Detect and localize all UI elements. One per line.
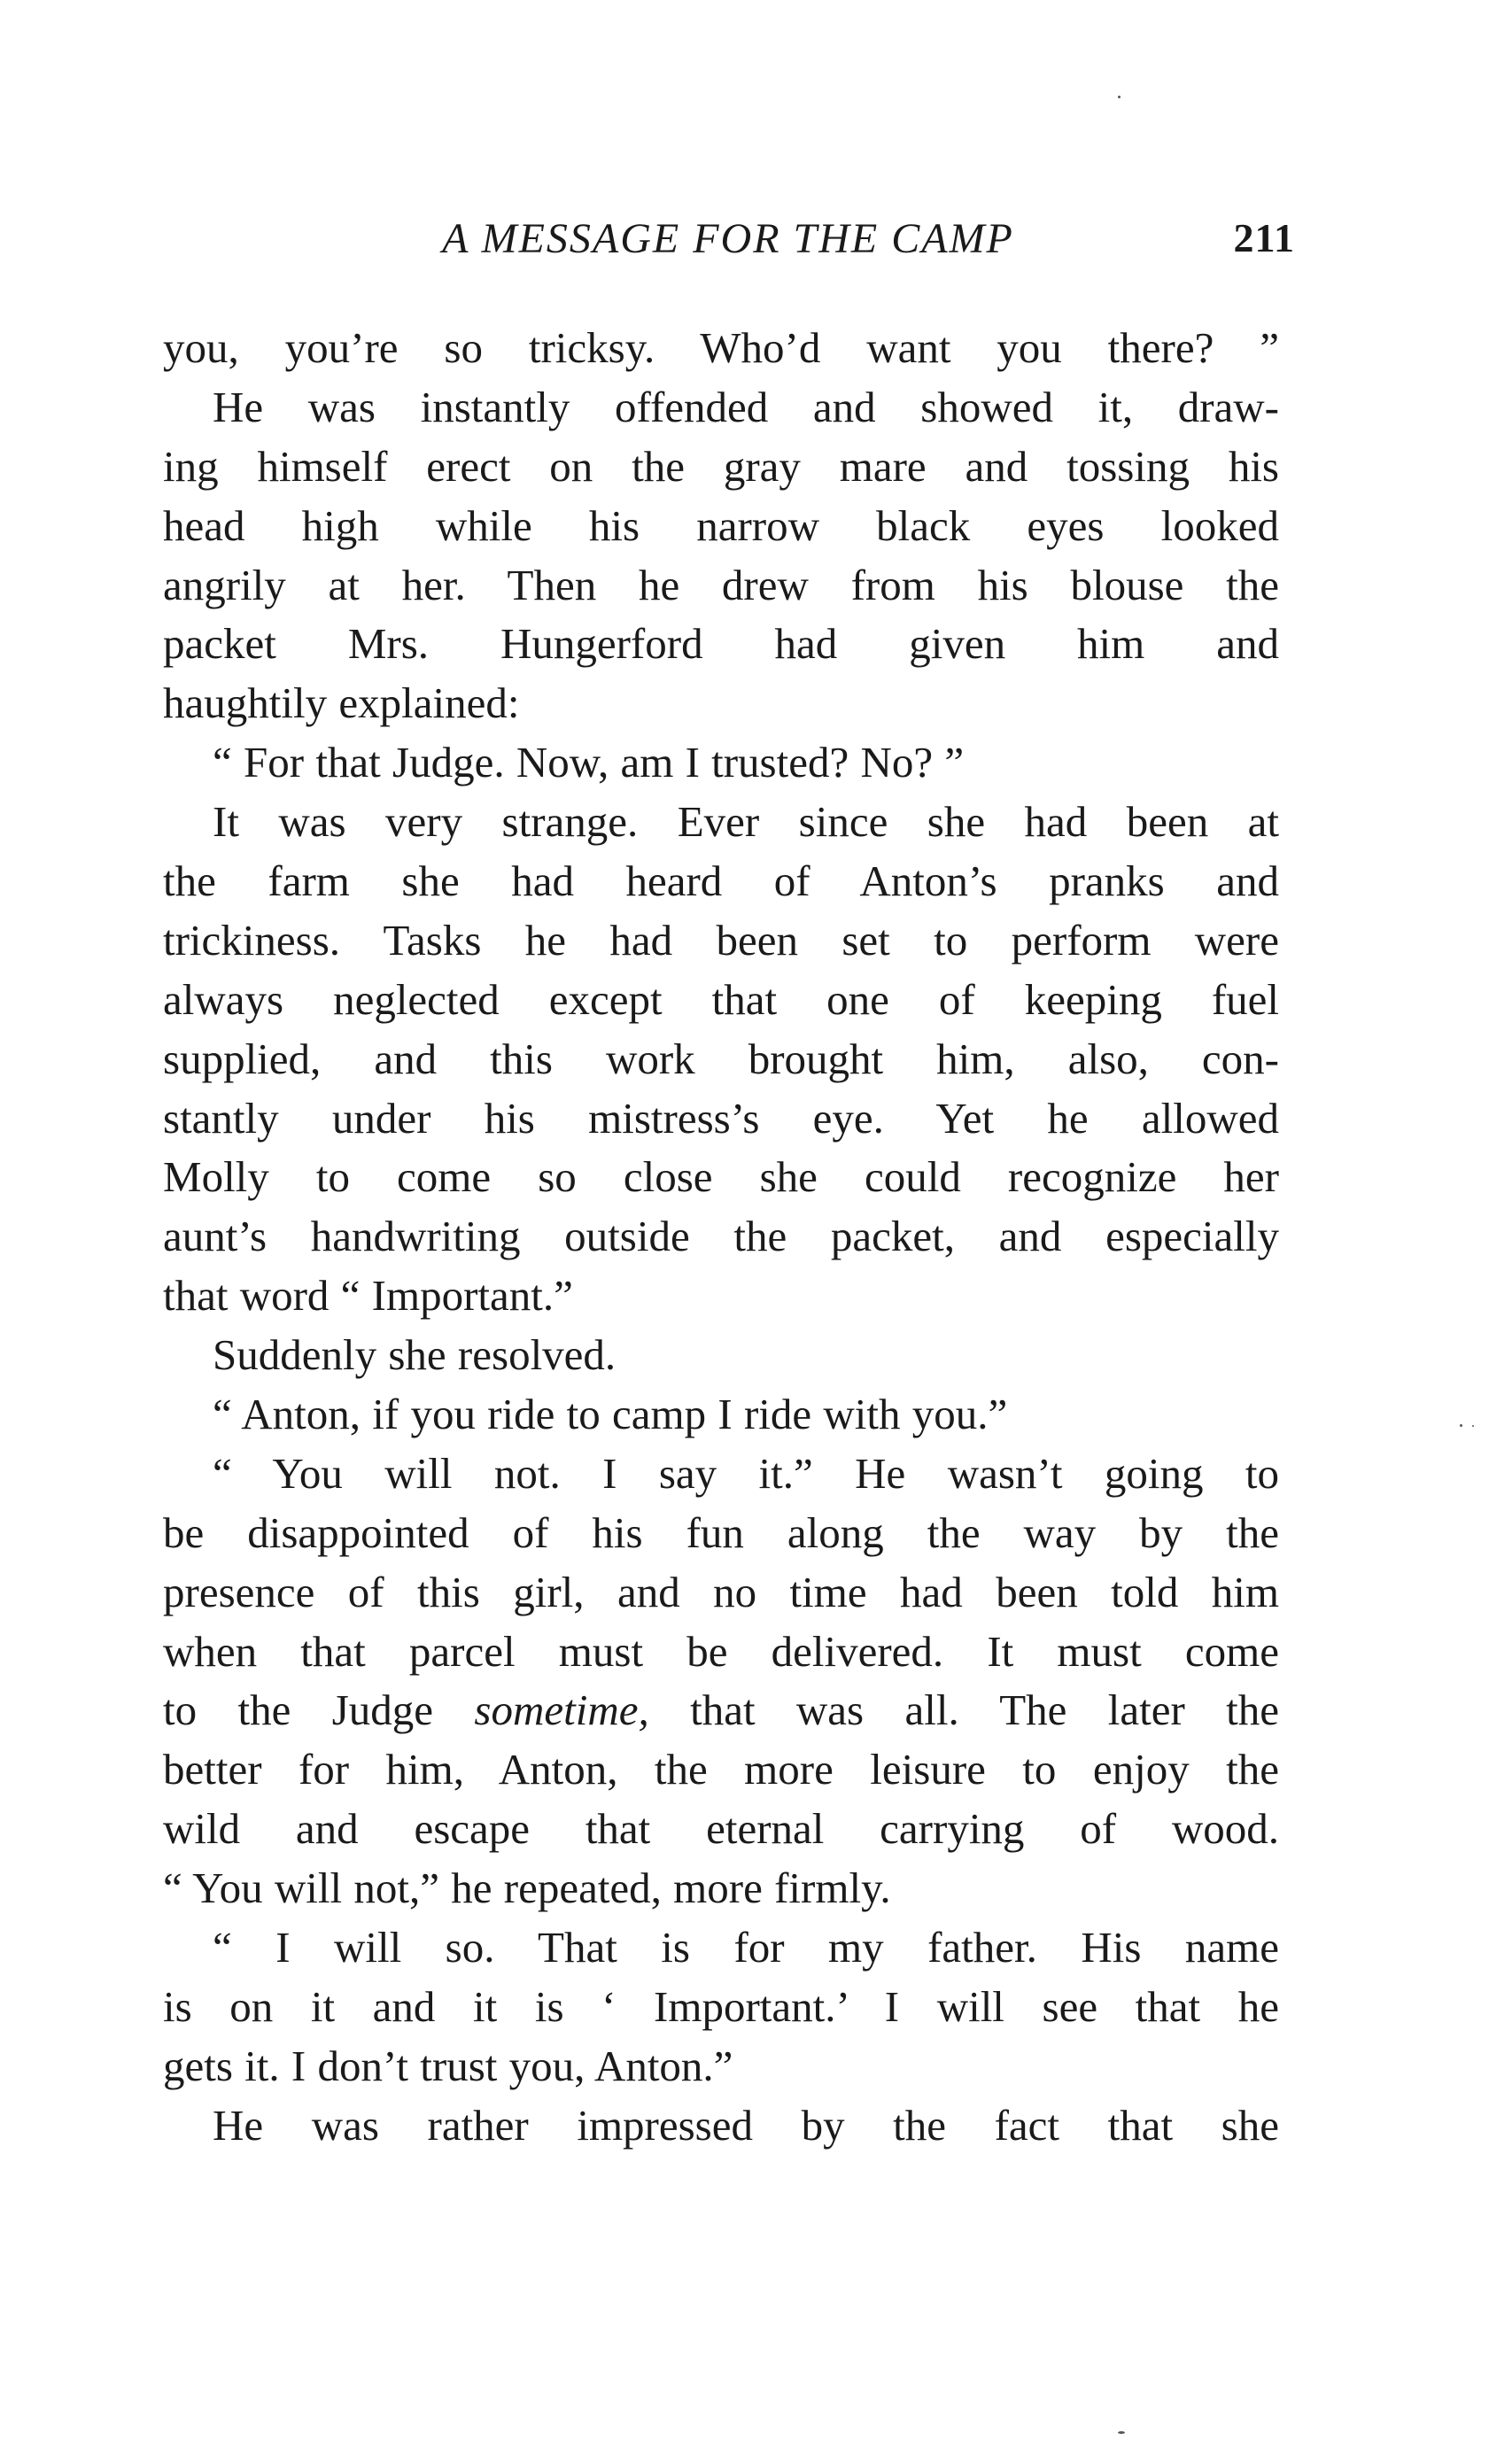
italic-text: sometime, [474,1685,649,1735]
text-line: “ Anton, if you ride to camp I ride with you.” [213,1390,1008,1439]
paper-speck [1118,2431,1125,2434]
paper-speck [1118,96,1121,98]
text-line: stantly under his mistress’s eye. Yet he allowed [163,1093,1279,1143]
text-line: “ You will not. I say it.” He wasn’t going to [213,1448,1279,1498]
paper-speck [1472,1425,1474,1427]
text-line: gets it. I don’t trust you, Anton.” [163,2041,733,2090]
text-line: It was very strange. Ever since she had been at [213,797,1279,847]
text-line: wild and escape that eternal carrying of wood. [163,1804,1279,1854]
text-line: “ I will so. That is for my father. His name [213,1923,1279,1972]
running-title: A MESSAGE FOR THE CAMP [442,215,1014,262]
text-line: that word “ Important.” [163,1271,573,1321]
text-line: you, you’re so tricksy. Who’d want you there? ” [163,323,1279,372]
text-line: head high while his narrow black eyes looked [163,500,1279,550]
running-head [161,214,1295,276]
text-line: “ You will not,” he repeated, more firmly. [163,1863,891,1913]
text-line [163,1681,1279,1740]
text-line: when that parcel must be delivered. It must come [163,1626,1279,1676]
page-number: 211 [1233,215,1295,260]
text-line: better for him, Anton, the more leisure to enjoy the [163,1745,1279,1794]
text-line: always neglected except that one of keeping fuel [163,974,1279,1024]
text-line: supplied, and this work brought him, also, con- [163,1034,1279,1083]
text-line: packet Mrs. Hungerford had given him and [163,619,1279,669]
text-fragment: to the Judge [163,1685,475,1735]
text-fragment: that was all. The later the [648,1685,1280,1735]
text-line: angrily at her. Then he drew from his blouse the [163,560,1279,609]
text-line: aunt’s handwriting outside the packet, and especially [163,1212,1279,1261]
text-line: be disappointed of his fun along the way by the [163,1507,1279,1557]
body-text [163,319,1279,2156]
text-line: presence of this girl, and no time had been told him [163,1567,1279,1616]
text-line: ing himself erect on the gray mare and tossing his [163,441,1279,491]
text-line: He was instantly offended and showed it, draw- [213,382,1279,431]
text-line: trickiness. Tasks he had been set to perform were [163,915,1279,965]
text-line: “ For that Judge. Now, am I trusted? No? ” [213,738,965,787]
text-line: is on it and it is ‘ Important.’ I will see that he [163,1981,1279,2031]
text-line: He was rather impressed by the fact that she [213,2100,1279,2150]
text-line: haughtily explained: [163,678,520,728]
text-line: Molly to come so close she could recognize her [163,1152,1279,1202]
paper-speck [1460,1424,1462,1427]
text-line: the farm she had heard of Anton’s pranks and [163,856,1279,906]
text-line: Suddenly she resolved. [213,1330,617,1380]
